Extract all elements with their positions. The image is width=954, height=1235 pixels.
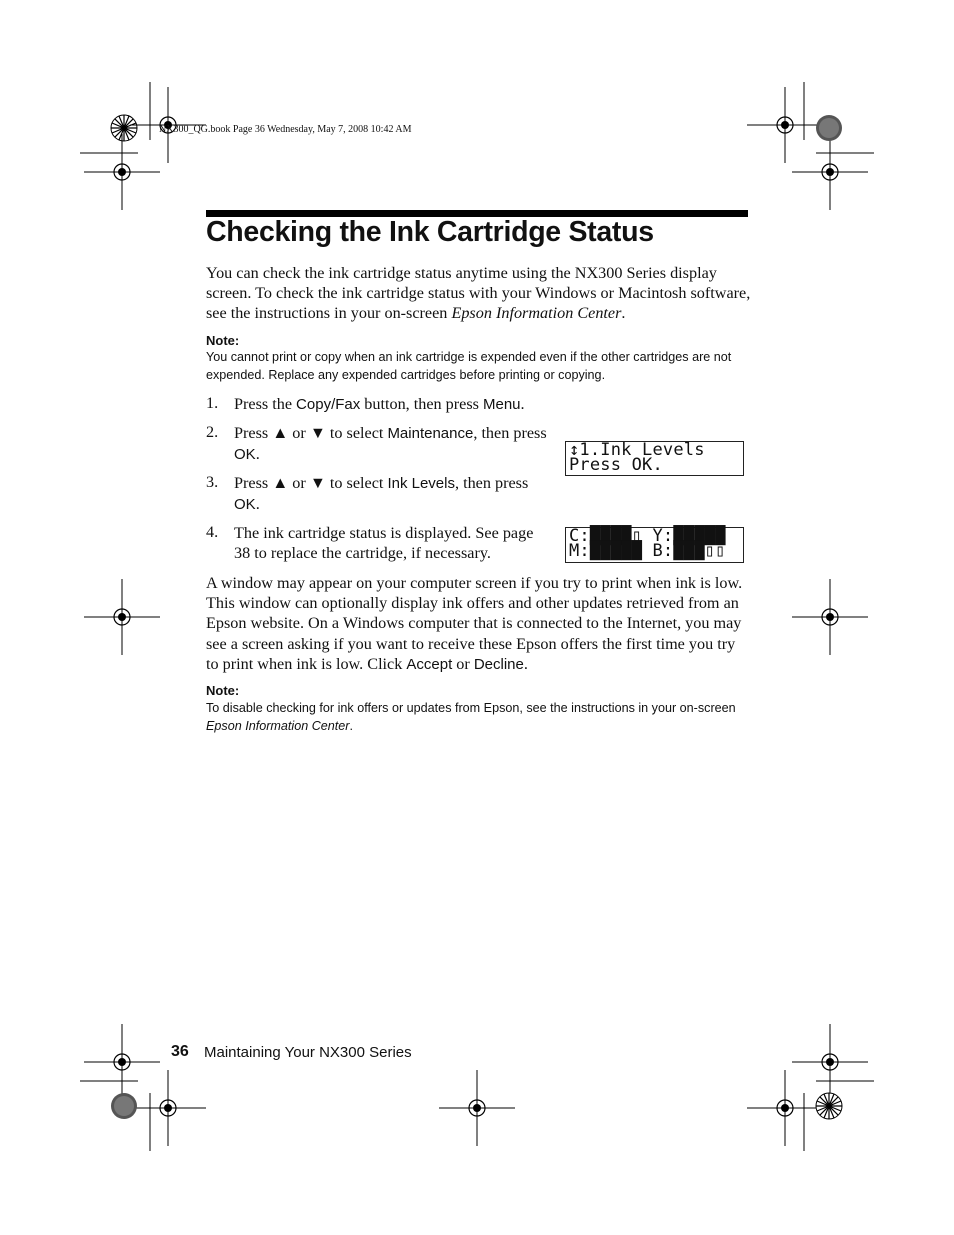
ui-label-ink-levels: Ink Levels	[387, 475, 455, 492]
lcd-screen-ink-levels-menu	[565, 441, 744, 476]
header-book-info: NX300_QG.book Page 36 Wednesday, May 7, 2008 10:42 AM	[159, 124, 412, 135]
ui-label-copy-fax: Copy/Fax	[296, 396, 361, 413]
intro-paragraph	[206, 263, 751, 324]
paragraph-text: .	[523, 654, 528, 673]
page-number: 36	[171, 1043, 189, 1060]
step-text-part: .	[255, 495, 260, 514]
note-text	[206, 700, 751, 735]
step-text-part: Press ▲ or ▼ to select	[234, 424, 388, 442]
paragraph-text: A window may appear on your computer screen if you try to print when ink is low. This window can optionally display ink offers and other updates retrieved from an Epson website. On a Windows computer that is connected to the Internet, you may see a screen asking if you want to receive these Epson offers the first time you try to print when ink is low. Click	[206, 574, 743, 673]
step-text	[234, 423, 554, 465]
lcd-screen-ink-status	[565, 527, 744, 563]
intro-emphasis: Epson Information Center	[451, 304, 622, 323]
lcd-line: ↕1.Ink Levels	[569, 440, 705, 460]
note-text-part: .	[349, 718, 354, 733]
step-text-part: , then press	[454, 474, 529, 492]
step-text	[234, 473, 544, 515]
step-number: 4.	[206, 523, 219, 541]
step-number: 3.	[206, 473, 219, 491]
ink-offers-paragraph	[206, 573, 751, 675]
lcd-line: M:█████ B:███▯▯	[569, 541, 726, 561]
note-emphasis: Epson Information Center	[206, 718, 350, 733]
step-text: The ink cartridge status is displayed. See page 38 to replace the cartridge, if necessary.	[234, 524, 534, 563]
ui-label-accept: Accept	[406, 655, 453, 673]
step-number: 2.	[206, 423, 219, 441]
paragraph-text: or	[452, 654, 474, 673]
note-text-part: To disable checking for ink offers or updates from Epson, see the instructions in your on-screen	[206, 701, 736, 715]
ui-label-maintenance: Maintenance	[387, 425, 474, 442]
ui-label-ok: OK	[234, 446, 256, 464]
note-label: Note:	[206, 333, 240, 348]
intro-end: .	[621, 304, 626, 323]
lcd-line: Press OK.	[569, 455, 663, 475]
step-text-part: Press ▲ or ▼ to select	[234, 474, 388, 492]
step-text-part: .	[255, 445, 260, 464]
note-label: Note:	[206, 683, 240, 698]
footer-section-title: Maintaining Your NX300 Series	[204, 1044, 412, 1061]
page-title: Checking the Ink Cartridge Status	[206, 216, 654, 248]
intro-text: You can check the ink cartridge status anytime using the NX300 Series display screen. To check the ink cartridge status with your Windows or Macintosh software, see the instructions in your on-screen	[206, 264, 751, 323]
ui-label-menu: Menu	[483, 396, 521, 413]
ui-label-decline: Decline	[473, 655, 524, 673]
step-number: 1.	[206, 394, 219, 412]
step-text	[234, 394, 564, 415]
step-text-part: Press the	[234, 395, 297, 413]
ui-label-ok: OK	[234, 496, 256, 514]
lcd-line: C:████▯ Y:█████	[569, 526, 726, 546]
note-text: You cannot print or copy when an ink cartridge is expended even if the other cartridges are not expended. Replace any expended cartridges before printing or copying.	[206, 350, 732, 382]
step-text-part: , then press	[473, 424, 547, 442]
step-text-part: .	[520, 395, 525, 413]
step-text-part: button, then press	[360, 395, 483, 413]
